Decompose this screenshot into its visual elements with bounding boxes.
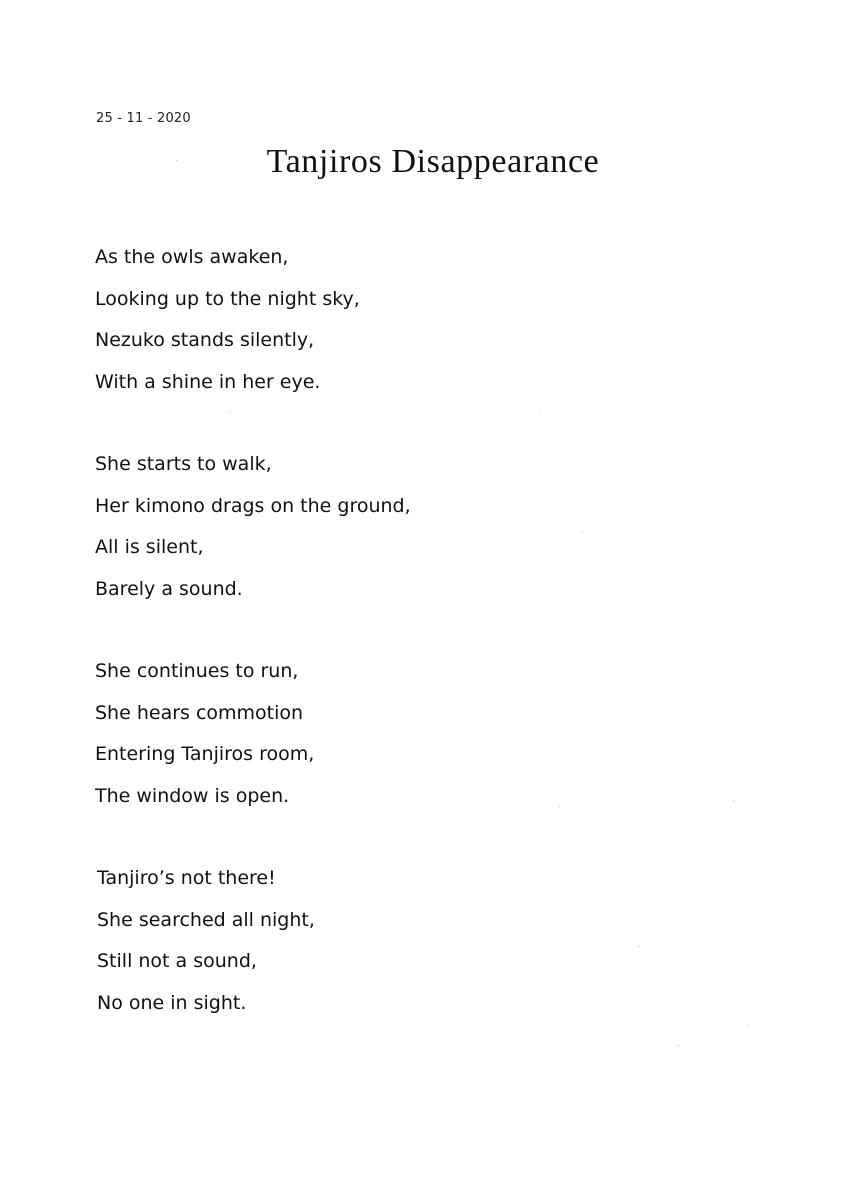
poem-line: She starts to walk, [95,453,272,475]
poem-line: She hears commotion [95,701,304,724]
scan-speck [559,806,560,807]
poem-line: With a shine in her eye. [95,370,321,393]
poem-line: All is silent, [95,536,204,558]
poem-line: Nezuko stands silently, [95,329,315,351]
poem-line: Still not a sound, [97,950,257,972]
scan-speck [748,1025,749,1026]
stanza-3 [95,659,314,825]
stanza-4 [97,866,315,1032]
poem-line: As the owls awaken, [95,246,289,268]
poem-title: Tanjiros Disappearance [266,143,600,180]
poem-line: Entering Tanjiros room, [95,743,315,765]
scan-speck [678,1045,679,1046]
poem-line: The window is open. [95,784,290,807]
document-date: 25 - 11 - 2020 [96,111,191,126]
scan-speck [639,946,640,947]
poem-line: She continues to run, [95,660,299,682]
poem-line: Tanjiro’s not there! [97,867,276,889]
stanza-1 [95,245,360,411]
poem-line: Looking up to the night sky, [95,287,360,310]
scan-speck [176,160,177,161]
poem-line: Her kimono drags on the ground, [95,494,411,517]
scan-speck [733,800,734,801]
poem-line: No one in sight. [97,991,247,1014]
poem-line: Barely a sound. [95,577,243,600]
scan-speck [540,410,541,411]
scan-speck [229,411,230,412]
poem-line: She searched all night, [97,908,315,931]
scan-speck [582,531,583,532]
stanza-2 [95,452,411,618]
